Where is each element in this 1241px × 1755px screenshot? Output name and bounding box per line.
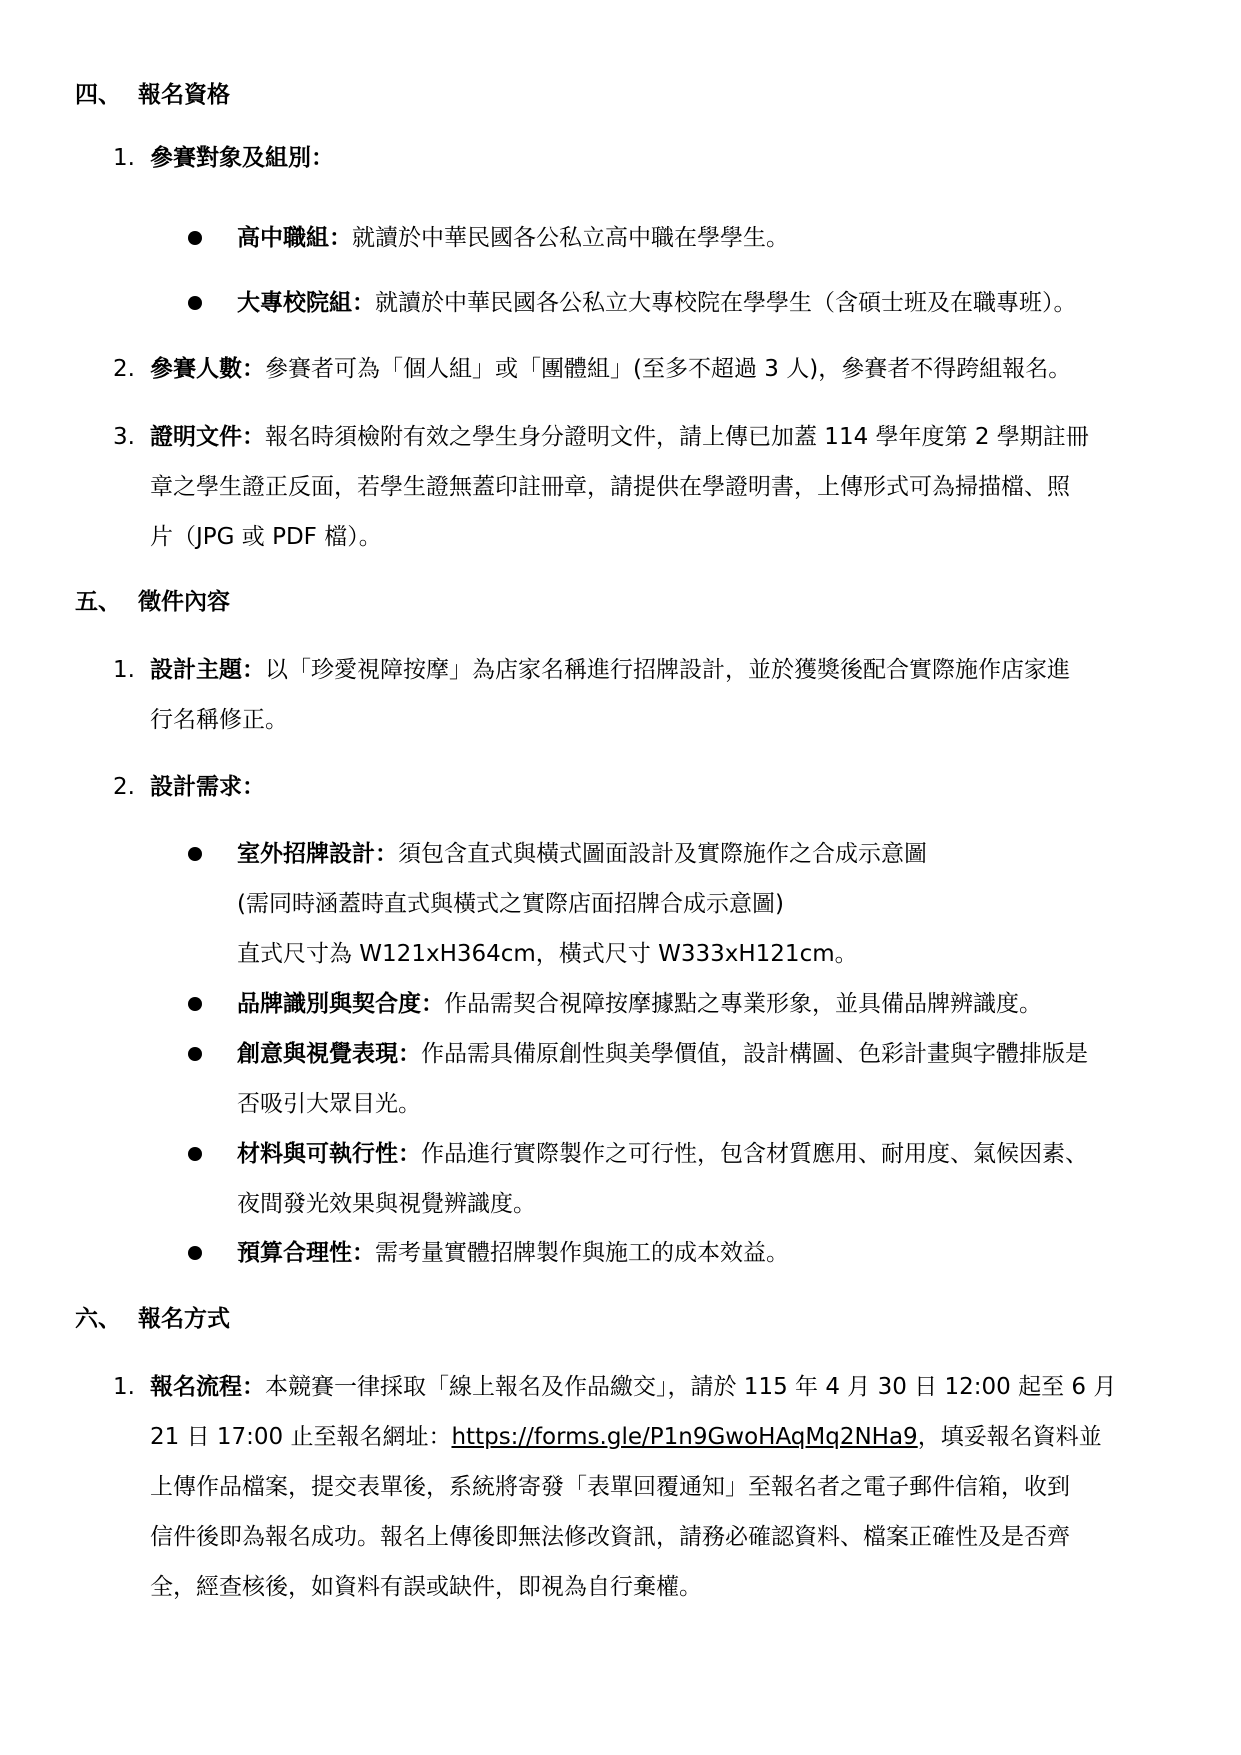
s5-bullet5 (237, 1238, 789, 1268)
bullet-dot (188, 296, 202, 310)
section-4-number: 四、 (75, 82, 121, 108)
s5-bullet4-line2: 夜間發光效果與視覺辨識度。 (237, 1191, 536, 1217)
s5-bullet3-label: 創意與視覺表現： (237, 1041, 421, 1067)
s5-bullet3-text-1: 作品需具備原創性與美學價值，設計構圖、色彩計畫與字體排版是 (421, 1041, 1088, 1067)
s5-item1-number: 1. (113, 657, 135, 683)
s6-item1-text-1: 本競賽一律採取「線上報名及作品繳交」，請於 115 年 4 月 30 日 12:00 起至 6 月 (265, 1374, 1117, 1400)
bullet-dot (188, 847, 202, 861)
s4-item2-label: 參賽人數： (150, 356, 265, 382)
s4-item1-label: 參賽對象及組別： (150, 145, 334, 171)
s6-item1-label: 報名流程： (150, 1374, 265, 1400)
s5-bullet1-label: 室外招牌設計： (237, 841, 398, 867)
s4-bullet1-label: 高中職組： (237, 225, 352, 251)
section-5-title: 徵件內容 (138, 589, 230, 615)
s4-bullet2-label: 大專校院組： (237, 290, 375, 316)
bullet-dot (188, 1147, 202, 1161)
registration-url-link[interactable]: https://forms.gle/P1n9GwoHAqMq2NHa9 (451, 1424, 918, 1450)
section-5-number: 五、 (75, 589, 121, 615)
s5-bullet5-text: 需考量實體招牌製作與施工的成本效益。 (375, 1240, 789, 1266)
s4-item2-text: 參賽者可為「個人組」或「團體組」(至多不超過 3 人)，參賽者不得跨組報名。 (265, 356, 1072, 382)
s4-item3-line1 (150, 422, 1089, 452)
s5-bullet1-text-1: 須包含直式與橫式圖面設計及實際施作之合成示意圖 (398, 841, 927, 867)
s5-item1-text-1: 以「珍愛視障按摩」為店家名稱進行招牌設計，並於獲獎後配合實際施作店家進 (265, 657, 1070, 683)
s5-item1-line2: 行名稱修正。 (150, 707, 288, 733)
s5-bullet3-line2: 否吸引大眾目光。 (237, 1091, 421, 1117)
section-4-title: 報名資格 (138, 82, 230, 108)
s5-bullet4-line1 (237, 1139, 1088, 1169)
s4-item3-line2: 章之學生證正反面，若學生證無蓋印註冊章，請提供在學證明書，上傳形式可為掃描檔、照 (150, 474, 1070, 500)
s6-item1-line2 (150, 1422, 1102, 1452)
bullet-dot (188, 1047, 202, 1061)
s5-item1-label: 設計主題： (150, 657, 265, 683)
s4-item3-text-1: 報名時須檢附有效之學生身分證明文件，請上傳已加蓋 114 學年度第 2 學期註冊 (265, 424, 1089, 450)
s6-item1-line1 (150, 1372, 1116, 1402)
s6-item1-line4: 信件後即為報名成功。報名上傳後即無法修改資訊，請務必確認資料、檔案正確性及是否齊 (150, 1524, 1070, 1550)
s6-item1-text-2b: ，填妥報名資料並 (917, 1424, 1102, 1450)
s4-item2 (150, 354, 1071, 384)
s4-item2-number: 2. (113, 356, 135, 382)
s4-bullet1 (237, 223, 789, 253)
s5-item2-number: 2. (113, 774, 135, 800)
section-6-number: 六、 (75, 1306, 121, 1332)
s4-bullet1-text: 就讀於中華民國各公私立高中職在學學生。 (352, 225, 789, 251)
bullet-dot (188, 997, 202, 1011)
section-6-title: 報名方式 (138, 1306, 230, 1332)
s5-bullet2 (237, 989, 1042, 1019)
bullet-dot (188, 1246, 202, 1260)
s5-bullet4-text-1: 作品進行實際製作之可行性，包含材質應用、耐用度、氣候因素、 (421, 1141, 1088, 1167)
s6-item1-number: 1. (113, 1374, 135, 1400)
s5-bullet2-label: 品牌識別與契合度： (237, 991, 444, 1017)
s6-item1-line3: 上傳作品檔案，提交表單後，系統將寄發「表單回覆通知」至報名者之電子郵件信箱，收到 (150, 1474, 1070, 1500)
s5-bullet2-text: 作品需契合視障按摩據點之專業形象，並具備品牌辨識度。 (444, 991, 1042, 1017)
s4-item3-line3: 片（JPG 或 PDF 檔）。 (150, 524, 382, 550)
s4-item1-number: 1. (113, 145, 135, 171)
s5-bullet4-label: 材料與可執行性： (237, 1141, 421, 1167)
s5-bullet5-label: 預算合理性： (237, 1240, 375, 1266)
s4-item3-number: 3. (113, 424, 135, 450)
s4-bullet2 (237, 288, 1077, 318)
s5-bullet3-line1 (237, 1039, 1088, 1069)
s5-bullet1-line2: (需同時涵蓋時直式與橫式之實際店面招牌合成示意圖) (237, 891, 784, 917)
bullet-dot (188, 231, 202, 245)
s4-bullet2-text: 就讀於中華民國各公私立大專校院在學學生（含碩士班及在職專班）。 (375, 290, 1077, 316)
s6-item1-text-2a: 21 日 17:00 止至報名網址： (150, 1424, 452, 1450)
s6-item1-line5: 全，經查核後，如資料有誤或缺件，即視為自行棄權。 (150, 1574, 702, 1600)
s5-bullet1-line1 (237, 839, 927, 869)
s5-item2-label: 設計需求： (150, 774, 265, 800)
s5-bullet1-line3: 直式尺寸為 W121xH364cm，橫式尺寸 W333xH121cm。 (237, 941, 858, 967)
s5-item1-line1 (150, 655, 1070, 685)
s4-item3-label: 證明文件： (150, 424, 265, 450)
